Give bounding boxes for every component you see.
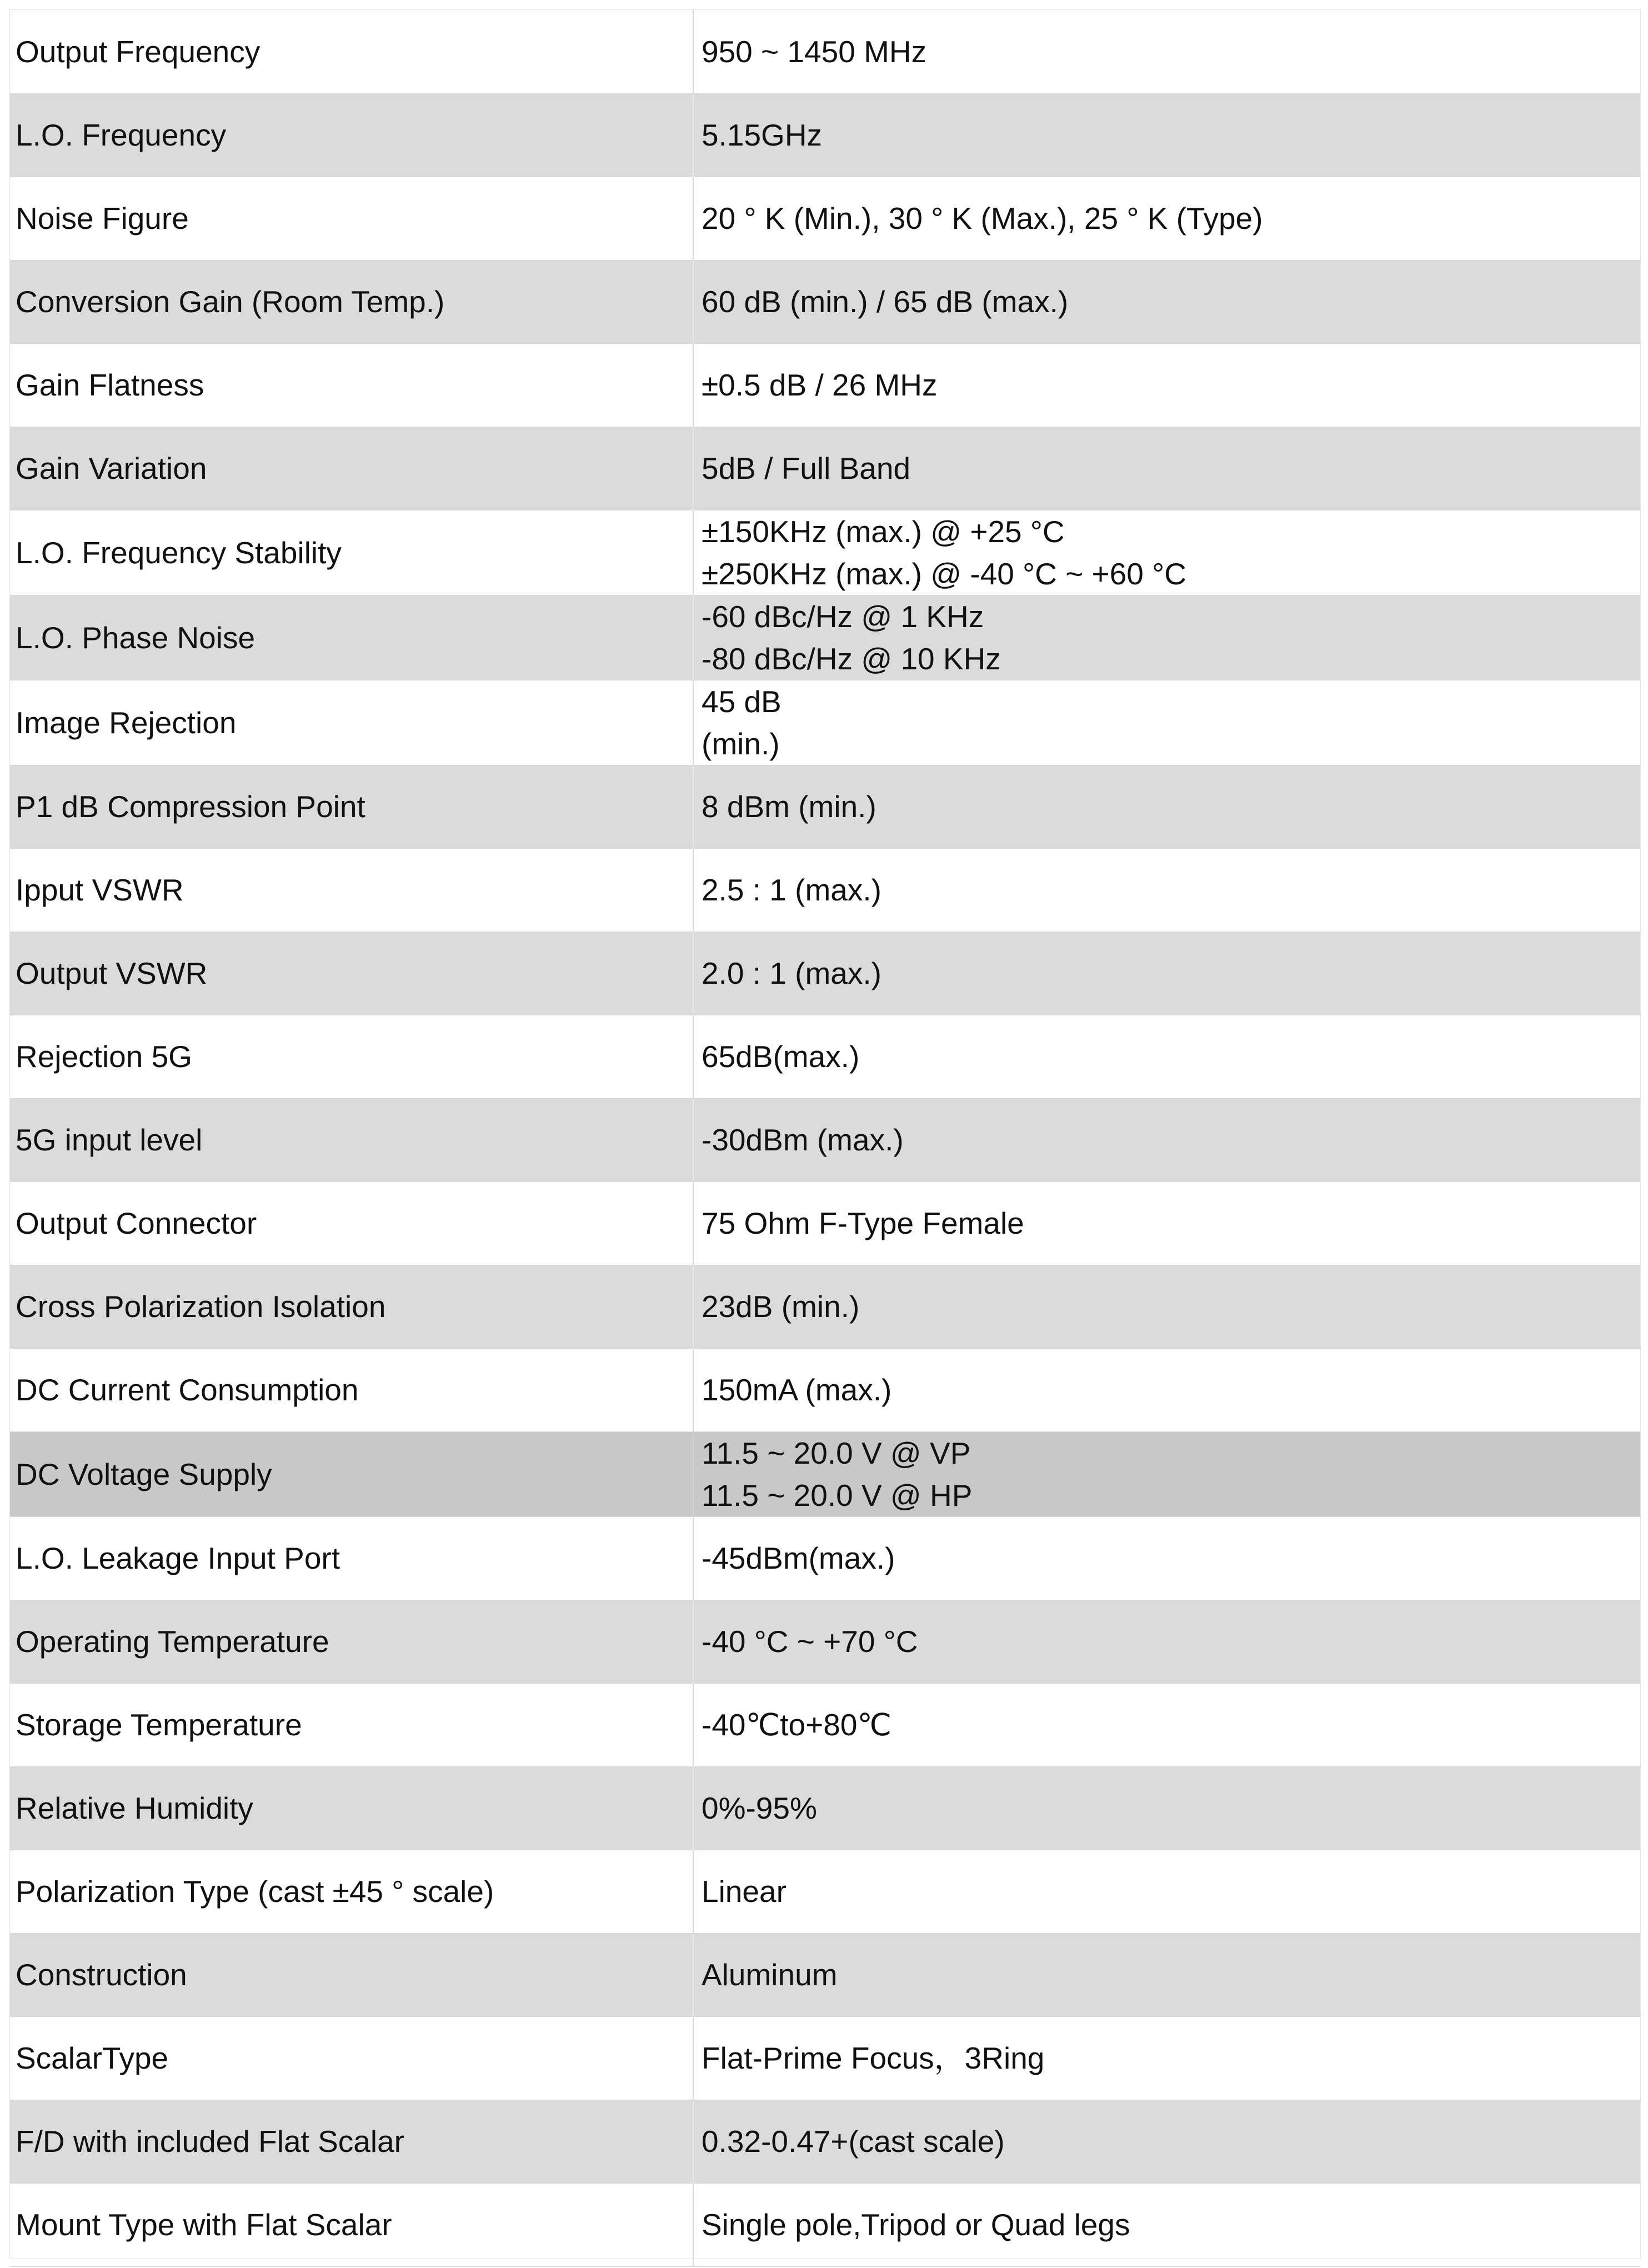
value-cell [693,2100,1640,2183]
value-cell [693,1431,1640,1516]
table-row [10,260,1640,343]
spec-table-body [10,10,1640,2266]
table-row [10,1933,1640,2016]
value-line: ±250KHz (max.) @ -40 °C ~ +60 °C [702,556,1186,591]
table-row [10,848,1640,932]
value-line: 75 Ohm F-Type Female [702,1206,1024,1240]
table-row [10,765,1640,848]
parameter-cell: DC Voltage Supply [10,1431,693,1516]
value-line: ±150KHz (max.) @ +25 °C [702,514,1065,549]
value-line: 5dB / Full Band [702,451,911,485]
parameter-cell: 5G input level [10,1098,693,1181]
value-cell [693,343,1640,427]
table-row [10,1683,1640,1766]
table-row [10,1850,1640,1933]
table-row [10,1600,1640,1683]
table-row [10,1348,1640,1431]
value-line: Aluminum [702,1957,838,1992]
parameter-cell: Mount Type with Flat Scalar [10,2183,693,2266]
value-cell [693,848,1640,932]
table-row [10,510,1640,595]
value-line: ±0.5 dB / 26 MHz [702,368,938,402]
value-line: Single pole,Tripod or Quad legs [702,2207,1130,2242]
parameter-cell: L.O. Frequency [10,93,693,177]
value-cell [693,1516,1640,1600]
parameter-cell: Relative Humidity [10,1766,693,1850]
parameter-cell: L.O. Leakage Input Port [10,1516,693,1600]
value-line: -40℃to+80℃ [702,1708,892,1742]
value-line: 0%-95% [702,1791,817,1825]
value-line: 45 dB [702,684,782,719]
value-cell [693,1015,1640,1098]
table-row [10,1015,1640,1098]
parameter-cell: L.O. Frequency Stability [10,510,693,595]
value-line: 65dB(max.) [702,1039,860,1074]
spec-table [10,10,1640,2267]
table-row [10,10,1640,93]
value-cell [693,1098,1640,1181]
value-cell [693,1683,1640,1766]
parameter-cell: Operating Temperature [10,1600,693,1683]
value-line: 2.5 : 1 (max.) [702,873,881,907]
value-line: 5.15GHz [702,118,823,152]
value-cell [693,510,1640,595]
parameter-cell: Ipput VSWR [10,848,693,932]
table-row [10,680,1640,765]
value-line: -60 dBc/Hz @ 1 KHz [702,599,984,634]
value-line: -40 °C ~ +70 °C [702,1624,918,1659]
value-line: Linear [702,1874,787,1909]
table-row [10,1516,1640,1600]
value-line: -45dBm(max.) [702,1541,895,1575]
value-line: 60 dB (min.) / 65 dB (max.) [702,284,1069,319]
table-row [10,427,1640,510]
value-cell [693,680,1640,765]
value-cell [693,1600,1640,1683]
value-cell [693,93,1640,177]
parameter-cell: Noise Figure [10,177,693,260]
parameter-cell: L.O. Phase Noise [10,595,693,680]
value-cell [693,2183,1640,2266]
parameter-cell: Output VSWR [10,932,693,1015]
value-cell [693,932,1640,1015]
value-line: -80 dBc/Hz @ 10 KHz [702,641,1001,676]
value-line: 23dB (min.) [702,1289,860,1324]
value-line: 2.0 : 1 (max.) [702,956,881,990]
value-cell [693,1933,1640,2016]
parameter-cell: Gain Variation [10,427,693,510]
parameter-cell: Cross Polarization Isolation [10,1265,693,1348]
value-line: 20 ° K (Min.), 30 ° K (Max.), 25 ° K (Type) [702,201,1263,236]
value-line: (min.) [702,726,780,761]
parameter-cell: Output Frequency [10,10,693,93]
value-line: 0.32-0.47+(cast scale) [702,2124,1005,2159]
value-cell [693,1766,1640,1850]
table-row [10,1098,1640,1181]
value-line: 150mA (max.) [702,1373,892,1407]
parameter-cell: Output Connector [10,1181,693,1265]
parameter-cell: Rejection 5G [10,1015,693,1098]
table-row [10,343,1640,427]
parameter-cell: Construction [10,1933,693,2016]
value-cell [693,1348,1640,1431]
table-row [10,177,1640,260]
value-line: 11.5 ~ 20.0 V @ HP [702,1478,973,1513]
table-row [10,932,1640,1015]
value-cell [693,427,1640,510]
table-row [10,2016,1640,2100]
value-line: -30dBm (max.) [702,1123,904,1157]
value-cell [693,177,1640,260]
value-cell [693,260,1640,343]
value-cell [693,595,1640,680]
parameter-cell: Gain Flatness [10,343,693,427]
table-row [10,2183,1640,2266]
parameter-cell: Image Rejection [10,680,693,765]
parameter-cell: DC Current Consumption [10,1348,693,1431]
table-row [10,1181,1640,1265]
parameter-cell: ScalarType [10,2016,693,2100]
value-line: 950 ~ 1450 MHz [702,34,927,69]
parameter-cell: P1 dB Compression Point [10,765,693,848]
value-cell [693,765,1640,848]
table-row [10,595,1640,680]
value-cell [693,1850,1640,1933]
table-row [10,1766,1640,1850]
table-row [10,1265,1640,1348]
value-line: 11.5 ~ 20.0 V @ VP [702,1435,971,1470]
value-cell [693,1181,1640,1265]
parameter-cell: Storage Temperature [10,1683,693,1766]
parameter-cell: F/D with included Flat Scalar [10,2100,693,2183]
value-cell [693,1265,1640,1348]
value-line: 8 dBm (min.) [702,789,876,824]
table-row [10,2100,1640,2183]
table-row [10,93,1640,177]
value-line: Flat-Prime Focus，3Ring [702,2041,1045,2075]
table-row [10,1431,1640,1516]
parameter-cell: Polarization Type (cast ±45 ° scale) [10,1850,693,1933]
value-cell [693,2016,1640,2100]
value-cell [693,10,1640,93]
parameter-cell: Conversion Gain (Room Temp.) [10,260,693,343]
